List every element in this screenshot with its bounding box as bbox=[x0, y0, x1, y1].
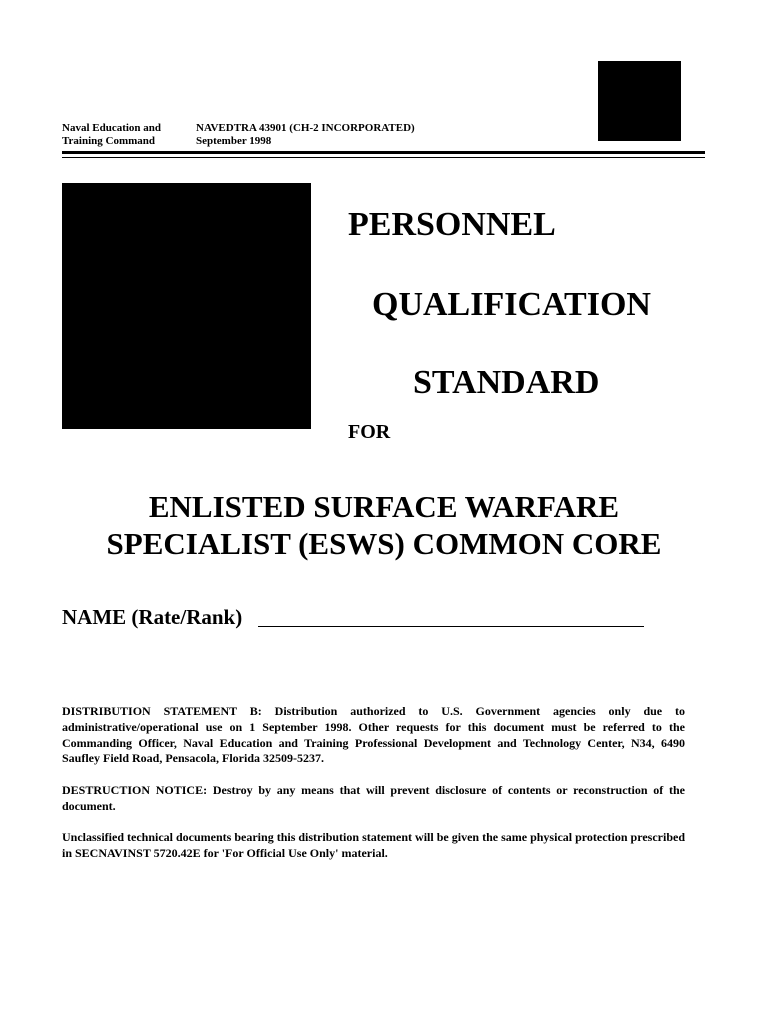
issuing-organization bbox=[62, 122, 161, 148]
header-rule-thin bbox=[62, 157, 705, 158]
destruction-notice: DESTRUCTION NOTICE: Destroy by any means that will prevent disclosure of contents or reconstruction of the document. bbox=[62, 783, 685, 813]
subject-line-1: ENLISTED SURFACE WARFARE bbox=[148, 489, 620, 524]
title-for: FOR bbox=[348, 421, 391, 443]
distribution-statement: DISTRIBUTION STATEMENT B: Distribution authorized to U.S. Government agencies only due to administrative/operational use on 1 September 1998. Other requests for this document must be referred to the Commanding Officer, Naval Education and Training Professional Development and Technology Center, N34, 6490 Saufley Field Road, Pensacola, Florida 32509-5237. bbox=[62, 704, 685, 766]
header-rule-thick bbox=[62, 151, 705, 154]
title-standard: STANDARD bbox=[413, 364, 600, 401]
org-line-1: Naval Education and bbox=[62, 122, 162, 134]
org-line-2: Training Command bbox=[62, 135, 156, 147]
unclassified-notice: Unclassified technical documents bearing this distribution statement will be given the same physical protection prescribed in SECNAVINST 5720.42E for 'For Official Use Only' material. bbox=[62, 830, 685, 860]
cover-image-block bbox=[62, 183, 311, 429]
title-qualification: QUALIFICATION bbox=[372, 286, 651, 323]
logo-block bbox=[598, 61, 681, 141]
title-personnel: PERSONNEL bbox=[348, 206, 556, 243]
name-field-line bbox=[258, 626, 644, 627]
doc-date: September 1998 bbox=[196, 135, 272, 147]
doc-id: NAVEDTRA 43901 (CH-2 INCORPORATED) bbox=[196, 122, 415, 134]
document-identifier bbox=[196, 122, 415, 148]
subject-line-2: SPECIALIST (ESWS) COMMON CORE bbox=[106, 526, 662, 561]
name-field-label: NAME (Rate/Rank) bbox=[62, 605, 243, 629]
